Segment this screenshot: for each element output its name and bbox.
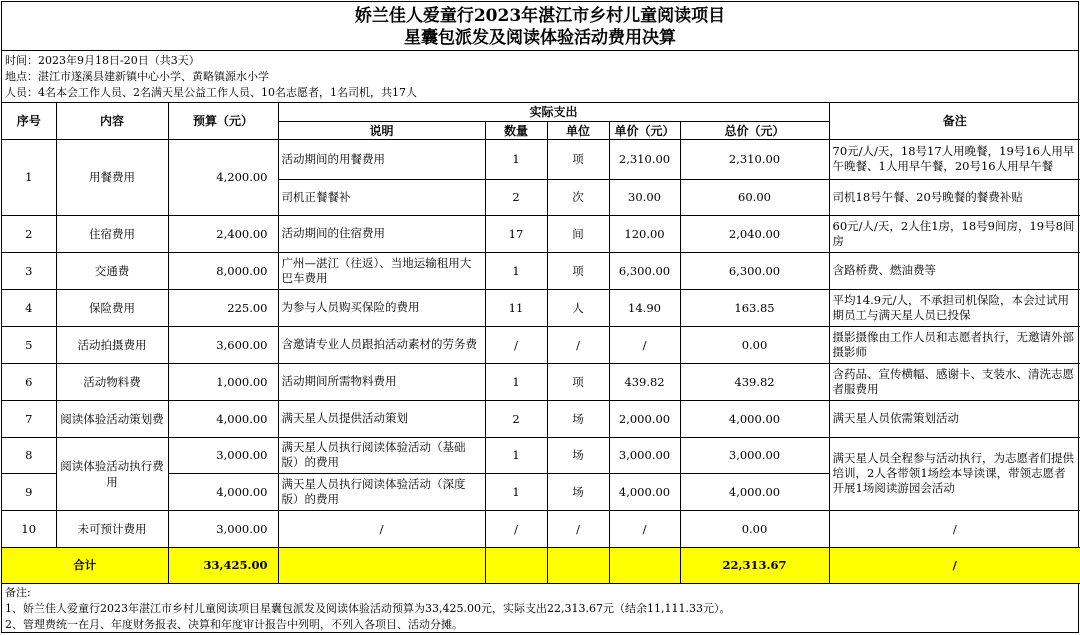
row-remark: 满天星人员依需策划活动 — [829, 400, 1080, 437]
table-row — [2, 289, 1080, 326]
row-desc: 广州—湛江（往返）、当地运输租用大巴车费用 — [278, 252, 485, 289]
row-price: 2,310.00 — [609, 139, 680, 179]
row-total: 4,000.00 — [680, 473, 829, 510]
row-qty: / — [485, 510, 547, 547]
meta-block — [2, 51, 1078, 103]
row-price: 2,000.00 — [609, 400, 680, 437]
row-remark: 含药品、宣传横幅、感谢卡、支装水、清洗志愿者服费用 — [829, 363, 1080, 400]
row-content: 住宿费用 — [56, 215, 168, 252]
header-budget: 预算（元） — [168, 103, 278, 139]
total-unit-empty — [547, 547, 609, 583]
budget-sheet — [1, 1, 1079, 633]
meta-place: 地点：湛江市遂溪县建新镇中心小学、黄略镇源水小学 — [5, 70, 269, 83]
expense-table — [2, 103, 1080, 584]
row-content: 未可预计费用 — [56, 510, 168, 547]
row-budget: 4,200.00 — [168, 139, 278, 215]
row-total: 163.85 — [680, 289, 829, 326]
row-qty: 1 — [485, 473, 547, 510]
row-content: 阅读体验活动策划费 — [56, 400, 168, 437]
row-budget: 4,000.00 — [168, 400, 278, 437]
row-remark: 满天星人员全程参与活动执行，为志愿者们提供培训，2人各带领1场绘本导读课，带领志愿者开展1场阅读游园会活动 — [829, 437, 1080, 510]
meta-people: 人员：4名本会工作人员、2名满天星公益工作人员、10名志愿者，1名司机，共17人 — [5, 86, 417, 99]
row-desc: 活动期间的用餐费用 — [278, 139, 485, 179]
total-qty-empty — [485, 547, 547, 583]
row-total: 0.00 — [680, 326, 829, 363]
row-remark: 摄影摄像由工作人员和志愿者执行，无邀请外部摄影师 — [829, 326, 1080, 363]
row-unit: / — [547, 326, 609, 363]
row-unit: 场 — [547, 473, 609, 510]
row-price: 120.00 — [609, 215, 680, 252]
total-amount: 22,313.67 — [680, 547, 829, 583]
row-no: 10 — [2, 510, 56, 547]
row-desc: 满天星人员提供活动策划 — [278, 400, 485, 437]
header-no: 序号 — [2, 103, 56, 139]
row-unit: / — [547, 510, 609, 547]
row-total: 3,000.00 — [680, 437, 829, 473]
row-remark: 70元/人/天，18号17人用晚餐，19号16人用早午晚餐、1人用早午餐，20号16人用早午餐 — [829, 139, 1080, 179]
row-budget: 4,000.00 — [168, 473, 278, 510]
row-price: 14.90 — [609, 289, 680, 326]
row-budget: 3,600.00 — [168, 326, 278, 363]
row-qty: 2 — [485, 179, 547, 215]
note-1: 1、娇兰佳人爱童行2023年湛江市乡村儿童阅读项目星囊包派发及阅读体验活动预算为33,425.00元，实际支出22,313.67元（结余11,111.33元）。 — [5, 601, 731, 615]
total-row — [2, 547, 1080, 583]
row-no: 6 — [2, 363, 56, 400]
total-budget: 33,425.00 — [168, 547, 278, 583]
row-qty: 1 — [485, 139, 547, 179]
header-desc: 说明 — [278, 121, 485, 139]
row-no: 9 — [2, 473, 56, 510]
row-budget: 1,000.00 — [168, 363, 278, 400]
row-budget: 8,000.00 — [168, 252, 278, 289]
row-price: / — [609, 326, 680, 363]
row-content: 用餐费用 — [56, 139, 168, 215]
row-unit: 项 — [547, 252, 609, 289]
row-qty: 1 — [485, 252, 547, 289]
total-desc-empty — [278, 547, 485, 583]
title-line-1: 娇兰佳人爱童行2023年湛江市乡村儿童阅读项目 — [354, 6, 726, 26]
row-price: 30.00 — [609, 179, 680, 215]
row-qty: 17 — [485, 215, 547, 252]
row-total: 439.82 — [680, 363, 829, 400]
row-remark: 平均14.9元/人，不承担司机保险，本会过试用期员工与满天星人员已投保 — [829, 289, 1080, 326]
row-budget: 3,000.00 — [168, 510, 278, 547]
row-price: 6,300.00 — [609, 252, 680, 289]
total-price-empty — [609, 547, 680, 583]
notes-heading: 备注: — [5, 585, 31, 599]
row-price: 3,000.00 — [609, 437, 680, 473]
row-content: 活动物料费 — [56, 363, 168, 400]
row-remark: 60元/人/天，2人住1房，18号9间房，19号8间房 — [829, 215, 1080, 252]
table-row — [2, 252, 1080, 289]
row-no: 4 — [2, 289, 56, 326]
row-unit: 人 — [547, 289, 609, 326]
row-desc: 为参与人员购买保险的费用 — [278, 289, 485, 326]
header-price: 单价（元） — [609, 121, 680, 139]
row-budget: 225.00 — [168, 289, 278, 326]
row-remark: / — [829, 510, 1080, 547]
table-row — [2, 215, 1080, 252]
row-qty: 1 — [485, 437, 547, 473]
table-row — [2, 363, 1080, 400]
header-unit: 单位 — [547, 121, 609, 139]
row-remark: 司机18号午餐、20号晚餐的餐费补贴 — [829, 179, 1080, 215]
total-label: 合计 — [2, 547, 168, 583]
row-desc: 满天星人员执行阅读体验活动（基础版）的费用 — [278, 437, 485, 473]
row-total: 0.00 — [680, 510, 829, 547]
title-line-2: 星囊包派发及阅读体验活动费用决算 — [404, 28, 676, 48]
row-no: 8 — [2, 437, 56, 473]
row-content: 交通费 — [56, 252, 168, 289]
header-actual: 实际支出 — [278, 103, 829, 121]
row-qty: 2 — [485, 400, 547, 437]
table-row — [2, 400, 1080, 437]
row-desc: 活动期间的住宿费用 — [278, 215, 485, 252]
row-total: 2,040.00 — [680, 215, 829, 252]
row-remark: 含路桥费、燃油费等 — [829, 252, 1080, 289]
row-total: 2,310.00 — [680, 139, 829, 179]
row-no: 2 — [2, 215, 56, 252]
header-content: 内容 — [56, 103, 168, 139]
row-desc: 满天星人员执行阅读体验活动（深度版）的费用 — [278, 473, 485, 510]
table-row — [2, 510, 1080, 547]
row-content: 保险费用 — [56, 289, 168, 326]
row-no: 7 — [2, 400, 56, 437]
meta-time: 时间：2023年9月18日-20日（共3天） — [5, 54, 200, 67]
row-desc: 含邀请专业人员跟拍活动素材的劳务费 — [278, 326, 485, 363]
header-total: 总价（元） — [680, 121, 829, 139]
row-unit: 项 — [547, 139, 609, 179]
row-unit: 次 — [547, 179, 609, 215]
note-2: 2、管理费统一在月、年度财务报表、决算和年度审计报告中列明，不列入各项目、活动分摊。 — [5, 617, 463, 631]
row-qty: 11 — [485, 289, 547, 326]
total-remark: / — [829, 547, 1080, 583]
header-row-1 — [2, 103, 1080, 121]
row-budget: 2,400.00 — [168, 215, 278, 252]
notes-block — [2, 584, 1078, 633]
row-unit: 场 — [547, 400, 609, 437]
table-row — [2, 139, 1080, 179]
row-budget: 3,000.00 — [168, 437, 278, 473]
row-desc: 活动期间所需物料费用 — [278, 363, 485, 400]
row-desc: / — [278, 510, 485, 547]
header-remark: 备注 — [829, 103, 1080, 139]
row-content: 阅读体验活动执行费用 — [56, 437, 168, 510]
row-price: 439.82 — [609, 363, 680, 400]
row-unit: 间 — [547, 215, 609, 252]
row-total: 4,000.00 — [680, 400, 829, 437]
row-unit: 场 — [547, 437, 609, 473]
row-content: 活动拍摄费用 — [56, 326, 168, 363]
row-total: 60.00 — [680, 179, 829, 215]
table-row — [2, 326, 1080, 363]
row-qty: 1 — [485, 363, 547, 400]
row-desc: 司机正餐餐补 — [278, 179, 485, 215]
row-no: 3 — [2, 252, 56, 289]
row-price: 4,000.00 — [609, 473, 680, 510]
title-block — [2, 2, 1078, 51]
row-unit: 项 — [547, 363, 609, 400]
row-no: 5 — [2, 326, 56, 363]
row-total: 6,300.00 — [680, 252, 829, 289]
header-qty: 数量 — [485, 121, 547, 139]
row-qty: / — [485, 326, 547, 363]
table-row — [2, 437, 1080, 473]
row-no: 1 — [2, 139, 56, 215]
row-price: / — [609, 510, 680, 547]
